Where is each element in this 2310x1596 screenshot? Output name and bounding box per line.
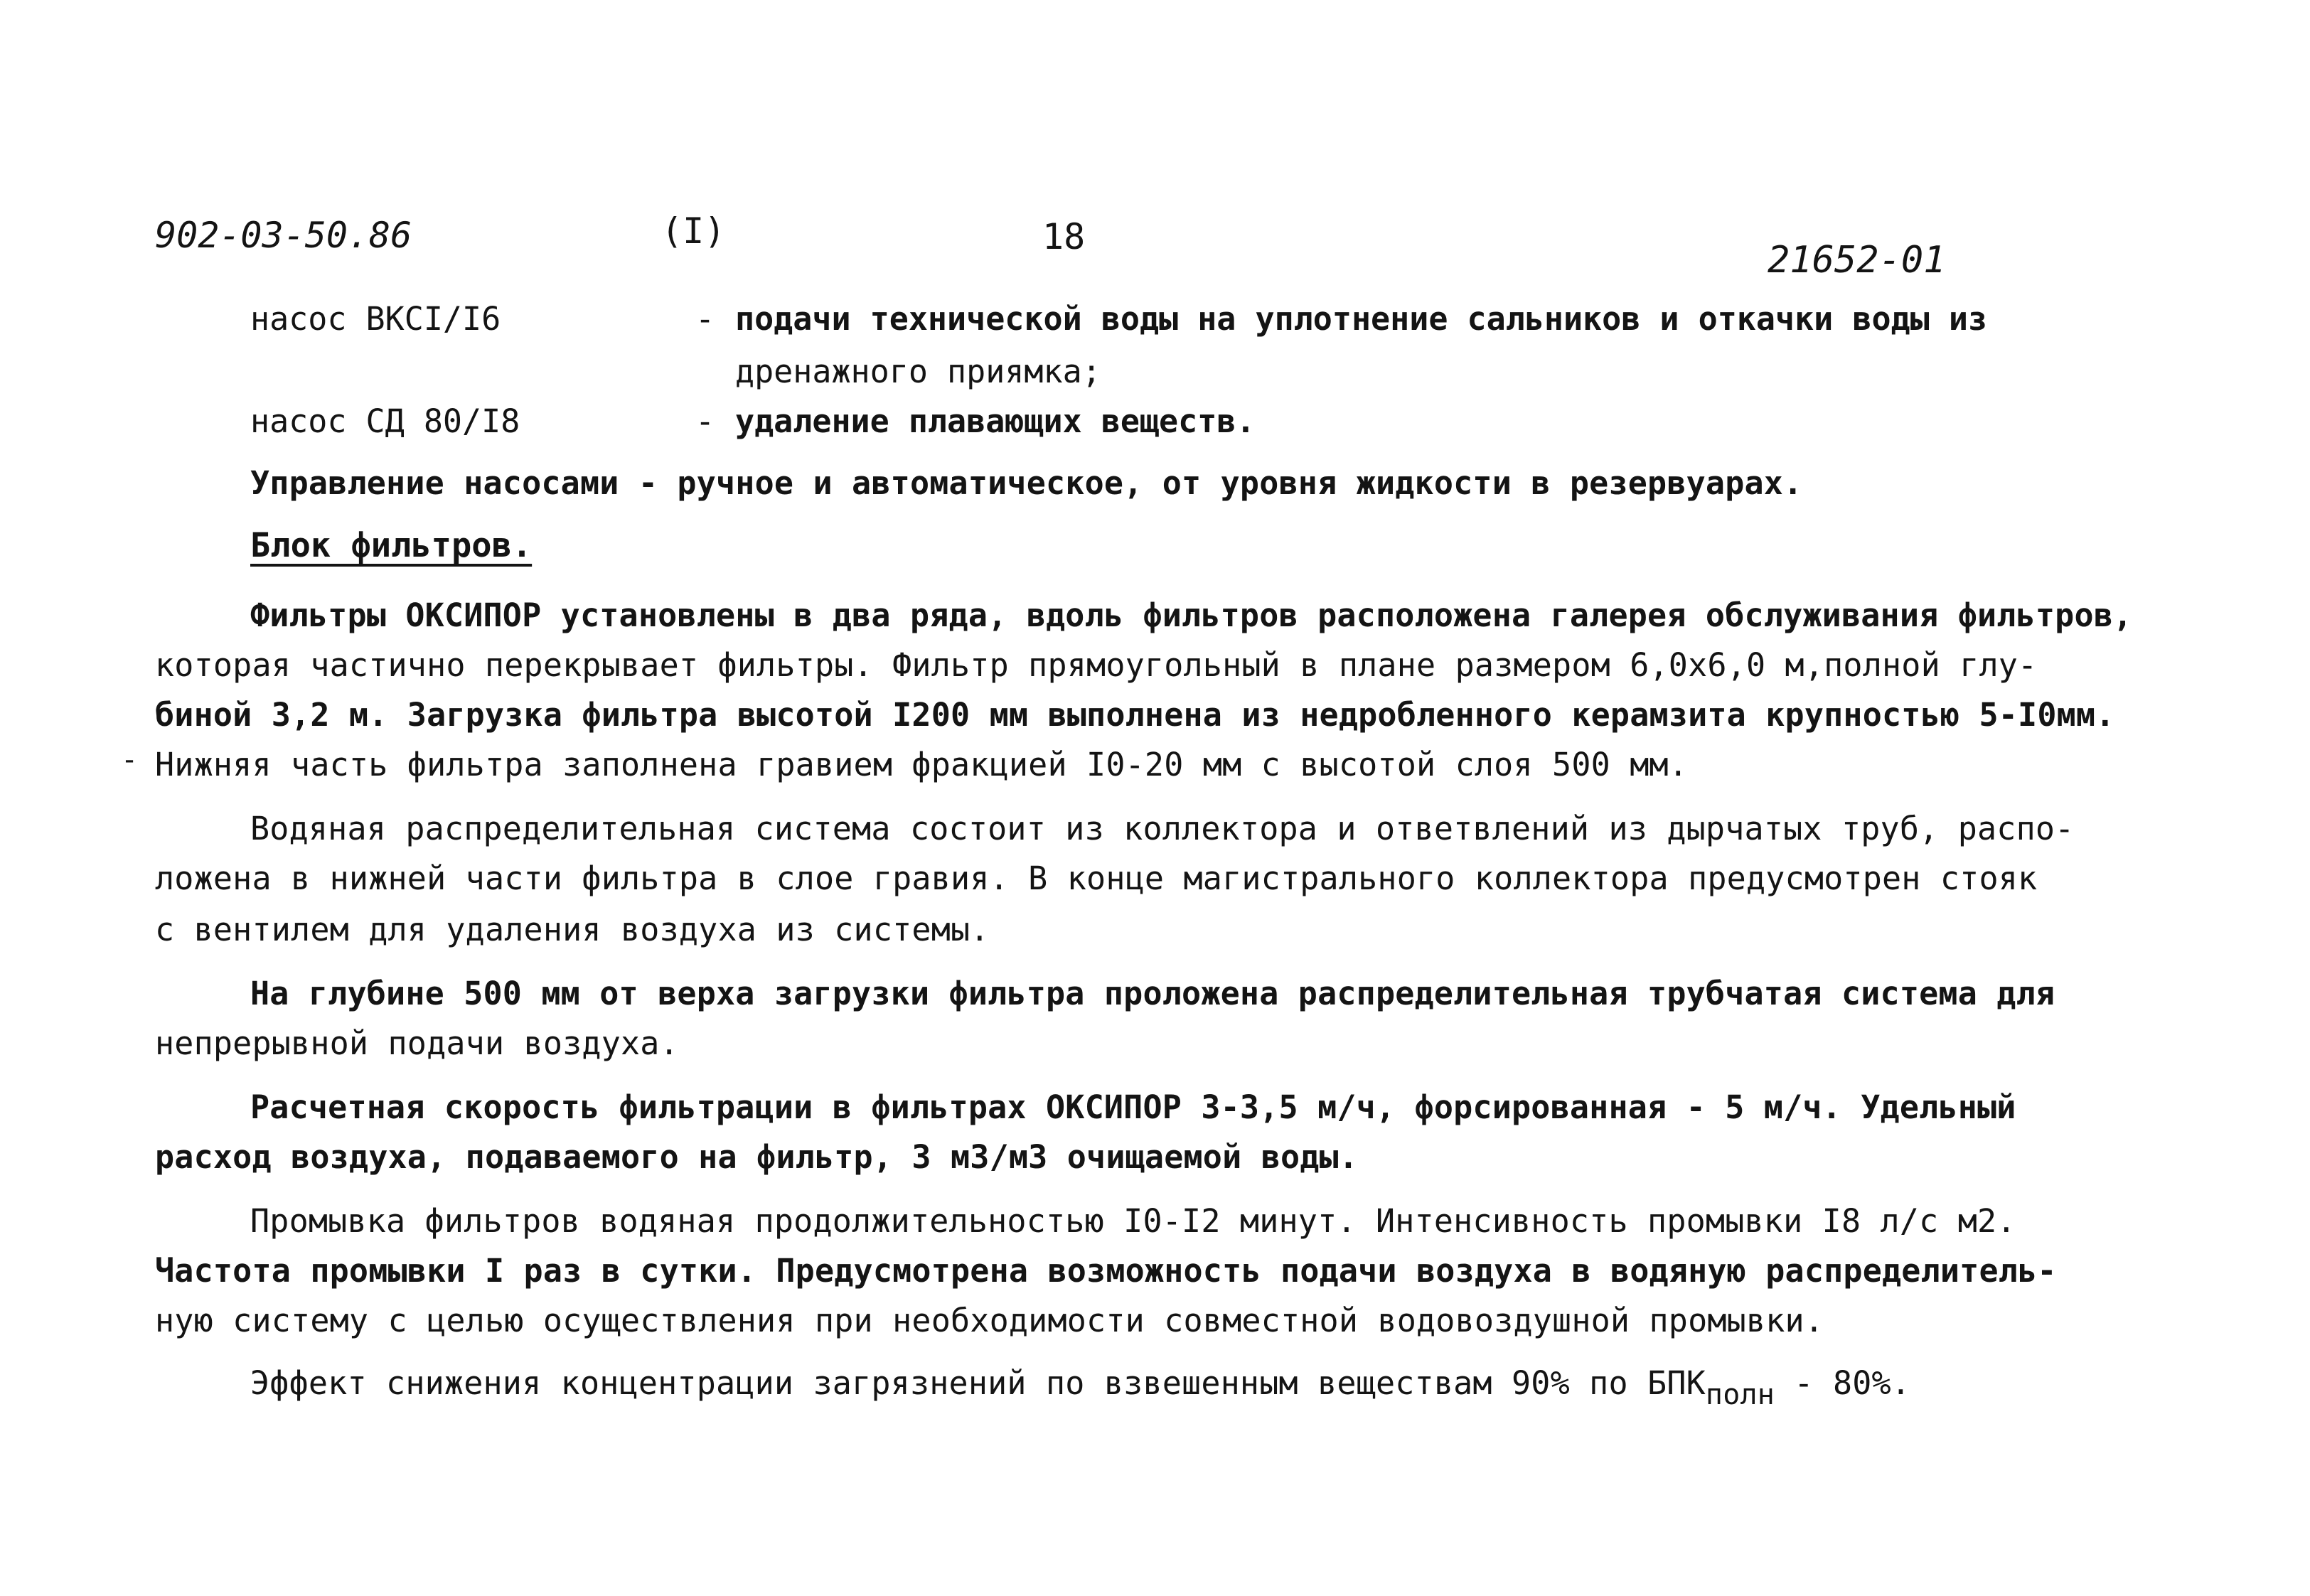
pump-2-name: насос СД 80/I8 bbox=[250, 402, 520, 440]
pump-1-name: насос ВКСI/I6 bbox=[250, 300, 501, 338]
effect-suffix: - 80%. bbox=[1775, 1364, 1911, 1402]
effect-subscript: полн bbox=[1705, 1378, 1775, 1411]
pump-1-desc-line-1: подачи технической воды на уплотнение сальников и откачки воды из bbox=[735, 300, 1987, 338]
page-number: 18 bbox=[1042, 216, 1086, 257]
effect-line bbox=[250, 1364, 1910, 1415]
pump-1-dash: - bbox=[695, 300, 715, 338]
archive-number: 21652-01 bbox=[1768, 239, 1946, 282]
paragraph-1-line-3: биной 3,2 м. Загрузка фильтра высотой I200 мм выполнена из недробленного керамзита крупностью 5-I0мм. bbox=[155, 696, 2115, 734]
document-code: 902-03-50.86 bbox=[155, 215, 412, 256]
part-number: (I) bbox=[661, 210, 726, 252]
pump-2-desc-line-1: удаление плавающих веществ. bbox=[735, 402, 1256, 440]
pump-2-dash: - bbox=[695, 402, 715, 440]
paragraph-5-line-1: Промывка фильтров водяная продолжительностью I0-I2 минут. Интенсивность промывки I8 л/с м2. bbox=[250, 1202, 2016, 1240]
section-title: Блок фильтров. bbox=[250, 526, 533, 565]
paragraph-3-line-2: непрерывной подачи воздуха. bbox=[155, 1024, 679, 1062]
effect-text: Эффект снижения концентрации загрязнений по взвешенным веществам 90% по БПК bbox=[250, 1364, 1706, 1402]
paragraph-5-line-2: Частота промывки I раз в сутки. Предусмотрена возможность подачи воздуха в водяную распределитель- bbox=[155, 1252, 2057, 1290]
paragraph-5-line-3: ную систему с целью осуществления при необходимости совместной водовоздушной промывки. bbox=[155, 1302, 1824, 1339]
paragraph-4-line-2: расход воздуха, подаваемого на фильтр, 3 м3/м3 очищаемой воды. bbox=[155, 1138, 1359, 1176]
paragraph-2-line-3: с вентилем для удаления воздуха из системы. bbox=[155, 911, 990, 948]
paragraph-2-line-2: ложена в нижней части фильтра в слое гравия. В конце магистрального коллектора предусмотрен стояк bbox=[155, 859, 2038, 897]
paragraph-3-line-1: На глубине 500 мм от верха загрузки фильтра проложена распределительная трубчатая система для bbox=[250, 975, 2055, 1012]
paragraph-1-line-2: которая частично перекрывает фильтры. Фильтр прямоугольный в плане размером 6,0х6,0 м,полной глу- bbox=[155, 646, 2038, 684]
paragraph-2-line-1: Водяная распределительная система состоит из коллектора и ответвлений из дырчатых труб, распо- bbox=[250, 810, 2075, 847]
pump-control-line: Управление насосами - ручное и автоматическое, от уровня жидкости в резервуарах. bbox=[250, 464, 1803, 502]
margin-mark: - bbox=[121, 744, 139, 776]
paragraph-1-line-4: Нижняя часть фильтра заполнена гравием фракцией I0-20 мм с высотой слоя 500 мм. bbox=[155, 746, 1689, 783]
paragraph-1-line-1: Фильтры ОКСИПОР установлены в два ряда, вдоль фильтров расположена галерея обслуживания фильтров, bbox=[250, 596, 2133, 634]
paragraph-4-line-1: Расчетная скорость фильтрации в фильтрах ОКСИПОР 3-3,5 м/ч, форсированная - 5 м/ч. Удельный bbox=[250, 1088, 2016, 1126]
pump-1-desc-line-2: дренажного приямка; bbox=[735, 353, 1101, 390]
